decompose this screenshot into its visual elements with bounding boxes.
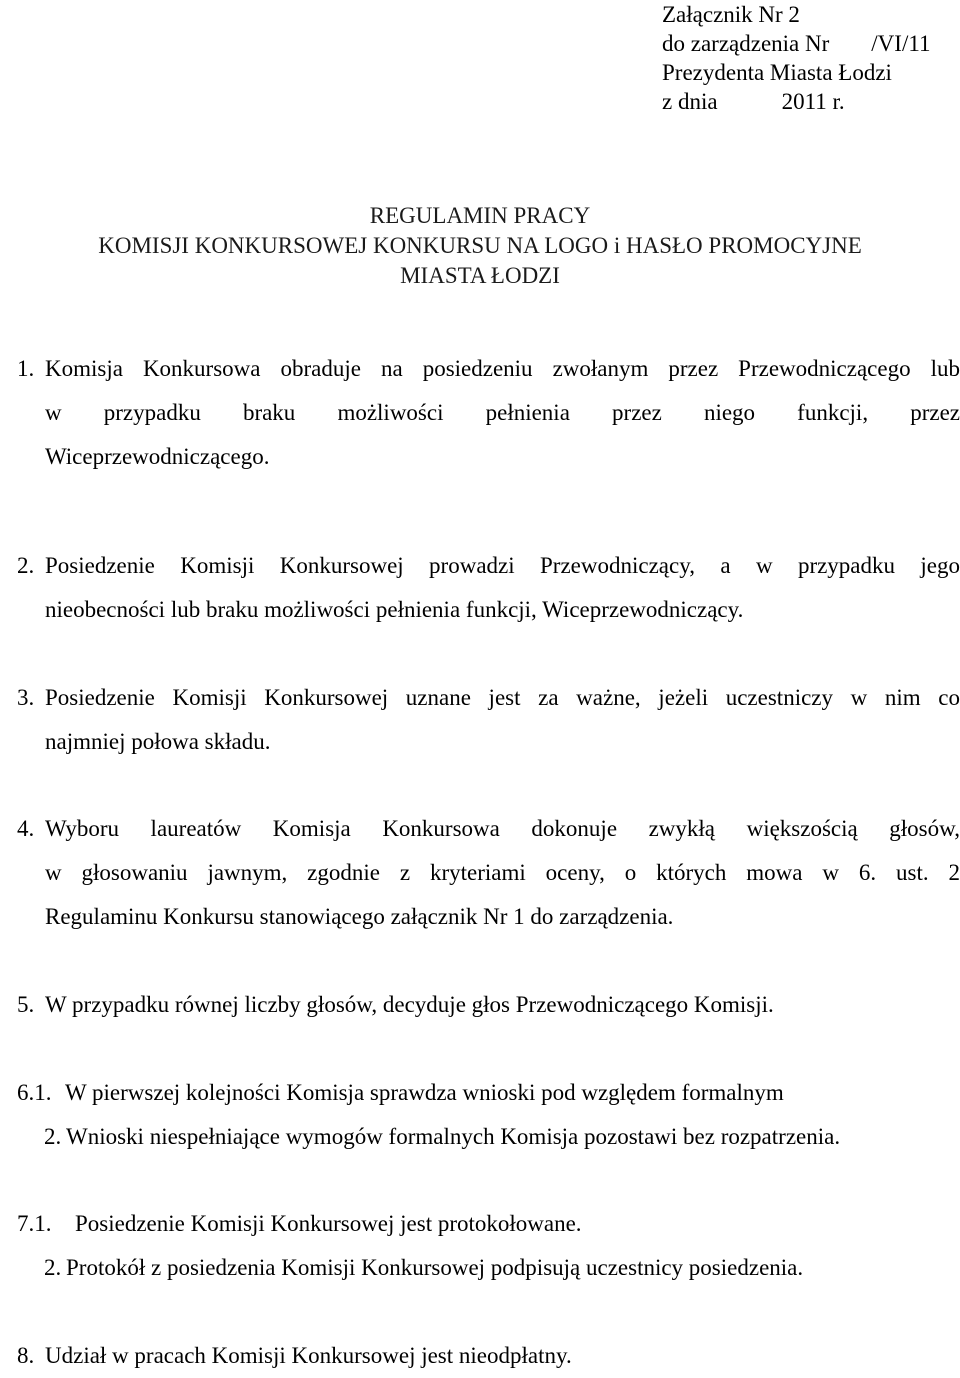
paragraph-text-line: Wyboru laureatów Komisja Konkursowa dokonuje zwykłą większością głosów, xyxy=(45,816,960,841)
header-line-attachment: Załącznik Nr 2 xyxy=(662,2,800,27)
paragraph-number: 4. xyxy=(17,816,35,841)
paragraph-number: 3. xyxy=(17,685,35,710)
paragraph-number: 7.1. xyxy=(17,1211,52,1236)
title-line-3: MIASTA ŁODZI xyxy=(400,263,560,288)
title-line-1: REGULAMIN PRACY xyxy=(369,203,591,228)
paragraph-2 xyxy=(17,544,960,632)
header-date-label: z dnia xyxy=(662,89,718,114)
header-line-ordinance xyxy=(662,29,930,58)
paragraph-text-line: Wnioski niespełniające wymogów formalnych Komisja pozostawi bez rozpatrzenia. xyxy=(66,1124,841,1149)
paragraph-1 xyxy=(17,347,960,479)
paragraph-text-line: najmniej połowa składu. xyxy=(45,729,271,754)
paragraph-number: 2. xyxy=(17,553,35,578)
paragraph-text-line: Posiedzenie Komisji Konkursowej jest protokołowane. xyxy=(75,1211,582,1236)
paragraph-6 xyxy=(17,1071,960,1159)
paragraph-text-line: Wiceprzewodniczącego. xyxy=(45,444,270,469)
paragraph-text-line: Komisja Konkursowa obraduje na posiedzeniu zwołanym przez Przewodniczącego lub xyxy=(45,356,960,381)
paragraph-number: 5. xyxy=(17,992,35,1017)
paragraph-text-line: Protokół z posiedzenia Komisji Konkursowej podpisują uczestnicy posiedzenia. xyxy=(66,1255,804,1280)
paragraph-8 xyxy=(17,1334,960,1378)
paragraph-number: 6.1. xyxy=(17,1080,52,1105)
attachment-header xyxy=(662,0,930,116)
header-line-mayor: Prezydenta Miasta Łodzi xyxy=(662,60,892,85)
paragraph-text-line: Regulaminu Konkursu stanowiącego załącznik Nr 1 do zarządzenia. xyxy=(45,904,674,929)
paragraph-text-line: w przypadku braku możliwości pełnienia przez niego funkcji, przez xyxy=(45,400,960,425)
paragraph-text-line: Posiedzenie Komisji Konkursowej prowadzi Przewodniczący, a w przypadku jego xyxy=(45,553,960,578)
title-line-2: KOMISJI KONKURSOWEJ KONKURSU NA LOGO i HASŁO PROMOCYJNE xyxy=(98,233,862,258)
paragraph-number: 1. xyxy=(17,356,35,381)
paragraph-text-line: W przypadku równej liczby głosów, decyduje głos Przewodniczącego Komisji. xyxy=(45,992,774,1017)
subparagraph-number: 2. xyxy=(44,1124,62,1149)
paragraph-text-line: nieobecności lub braku możliwości pełnienia funkcji, Wiceprzewodniczący. xyxy=(45,597,744,622)
paragraph-text-line: W pierwszej kolejności Komisja sprawdza wnioski pod względem formalnym xyxy=(65,1080,784,1105)
paragraph-text-line: w głosowaniu jawnym, zgodnie z kryteriami oceny, o których mowa w 6. ust. 2 xyxy=(45,860,960,885)
paragraph-text-line: Udział w pracach Komisji Konkursowej jest nieodpłatny. xyxy=(45,1343,572,1368)
header-date-year: 2011 r. xyxy=(781,89,845,114)
paragraph-4 xyxy=(17,807,960,939)
paragraph-3 xyxy=(17,676,960,764)
paragraph-5 xyxy=(17,983,960,1027)
header-line-date xyxy=(662,87,930,116)
paragraph-text-line: Posiedzenie Komisji Konkursowej uznane jest za ważne, jeżeli uczestniczy w nim co xyxy=(45,685,960,710)
paragraph-7 xyxy=(17,1202,960,1290)
header-ordinance-number: /VI/11 xyxy=(871,31,931,56)
document-title xyxy=(0,201,960,291)
header-ordinance-label: do zarządzenia Nr xyxy=(662,31,830,56)
subparagraph xyxy=(44,1246,803,1290)
subparagraph xyxy=(44,1115,840,1159)
paragraph-number: 8. xyxy=(17,1343,35,1368)
subparagraph-number: 2. xyxy=(44,1255,62,1280)
